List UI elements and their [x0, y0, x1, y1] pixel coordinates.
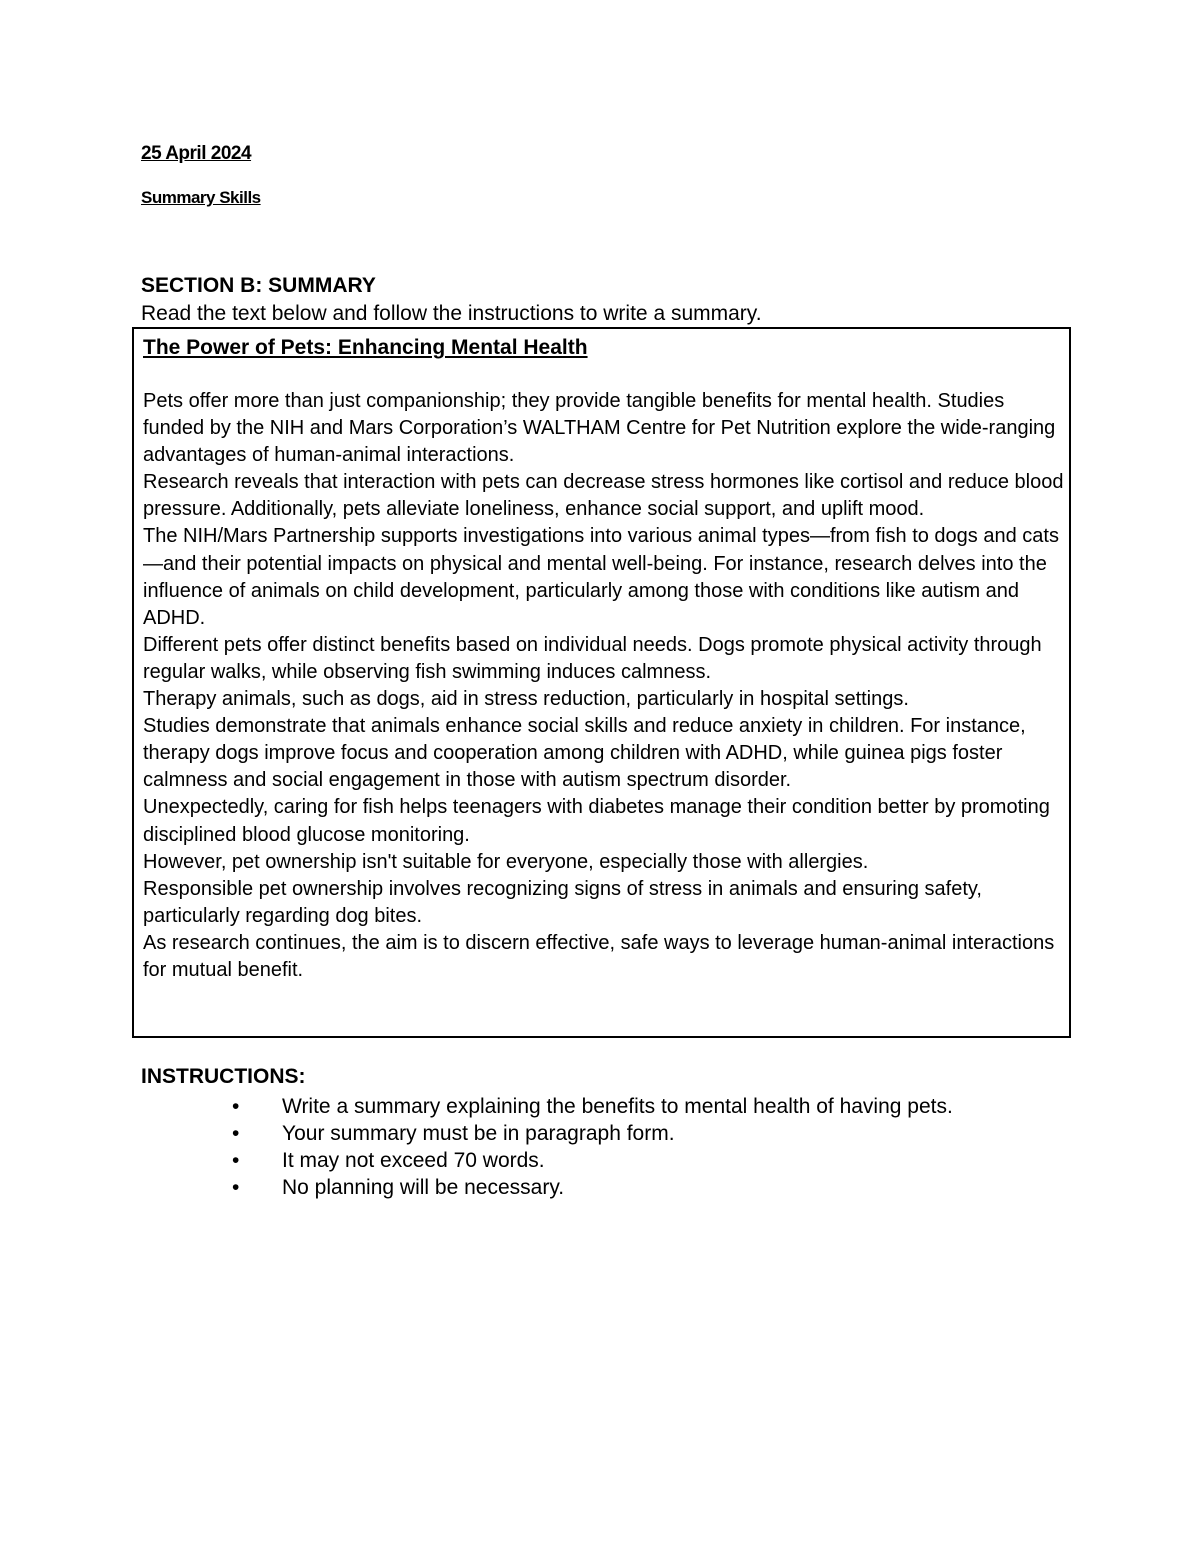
instruction-item	[232, 1147, 953, 1174]
instructions-heading: INSTRUCTIONS:	[141, 1065, 306, 1088]
passage-paragraph: As research continues, the aim is to discern effective, safe ways to leverage human-animal interactions for mutual benefit.	[143, 931, 1055, 981]
passage-paragraph: Responsible pet ownership involves recognizing signs of stress in animals and ensuring safety, particularly regarding dog bites.	[143, 877, 982, 927]
passage-body	[143, 388, 1069, 984]
passage-paragraph: The NIH/Mars Partnership supports investigations into various animal types—from fish to dogs and cats—and their potential impacts on physical and mental well-being. For instance, research delves into the influence of animals on child development, particularly among those with conditions like autism and ADHD.	[143, 525, 1059, 629]
instructions-list	[232, 1093, 953, 1201]
document-subject: Summary Skills	[141, 188, 261, 207]
document-date: 25 April 2024	[141, 143, 252, 164]
passage-paragraph: Research reveals that interaction with pets can decrease stress hormones like cortisol and reduce blood pressure. Additionally, pets alleviate loneliness, enhance social support, and uplift mood.	[143, 471, 1064, 521]
passage-paragraph: Different pets offer distinct benefits based on individual needs. Dogs promote physical activity through regular walks, while observing fish swimming induces calmness.	[143, 633, 1042, 683]
instruction-item	[232, 1174, 953, 1201]
passage-paragraph: Pets offer more than just companionship; they provide tangible benefits for mental health. Studies funded by the NIH and Mars Corporation’s WALTHAM Centre for Pet Nutrition explore the wide-ranging advantages of human-animal interactions.	[143, 390, 1056, 467]
passage-paragraph: Therapy animals, such as dogs, aid in stress reduction, particularly in hospital settings.	[143, 688, 909, 711]
passage-paragraph: Studies demonstrate that animals enhance social skills and reduce anxiety in children. For instance, therapy dogs improve focus and cooperation among children with ADHD, while guinea pigs foster calmness and social engagement in those with autism spectrum disorder.	[143, 715, 1026, 792]
passage-title: The Power of Pets: Enhancing Mental Health	[143, 336, 588, 359]
bullet-icon: •	[232, 1149, 240, 1172]
section-heading: SECTION B: SUMMARY	[141, 274, 376, 297]
bullet-icon: •	[232, 1176, 240, 1199]
bullet-icon: •	[232, 1095, 240, 1118]
bullet-icon: •	[232, 1122, 240, 1145]
instruction-item	[232, 1120, 953, 1147]
instruction-text: It may not exceed 70 words.	[282, 1149, 545, 1172]
instruction-text: Write a summary explaining the benefits to mental health of having pets.	[282, 1095, 953, 1118]
instruction-text: Your summary must be in paragraph form.	[282, 1122, 675, 1145]
section-intro: Read the text below and follow the instructions to write a summary.	[141, 302, 762, 325]
passage-paragraph: Unexpectedly, caring for fish helps teenagers with diabetes manage their condition better by promoting disciplined blood glucose monitoring.	[143, 796, 1050, 846]
passage-box	[132, 327, 1071, 1038]
passage-paragraph: However, pet ownership isn't suitable for everyone, especially those with allergies.	[143, 850, 869, 873]
instruction-item	[232, 1093, 953, 1120]
instruction-text: No planning will be necessary.	[282, 1176, 565, 1199]
